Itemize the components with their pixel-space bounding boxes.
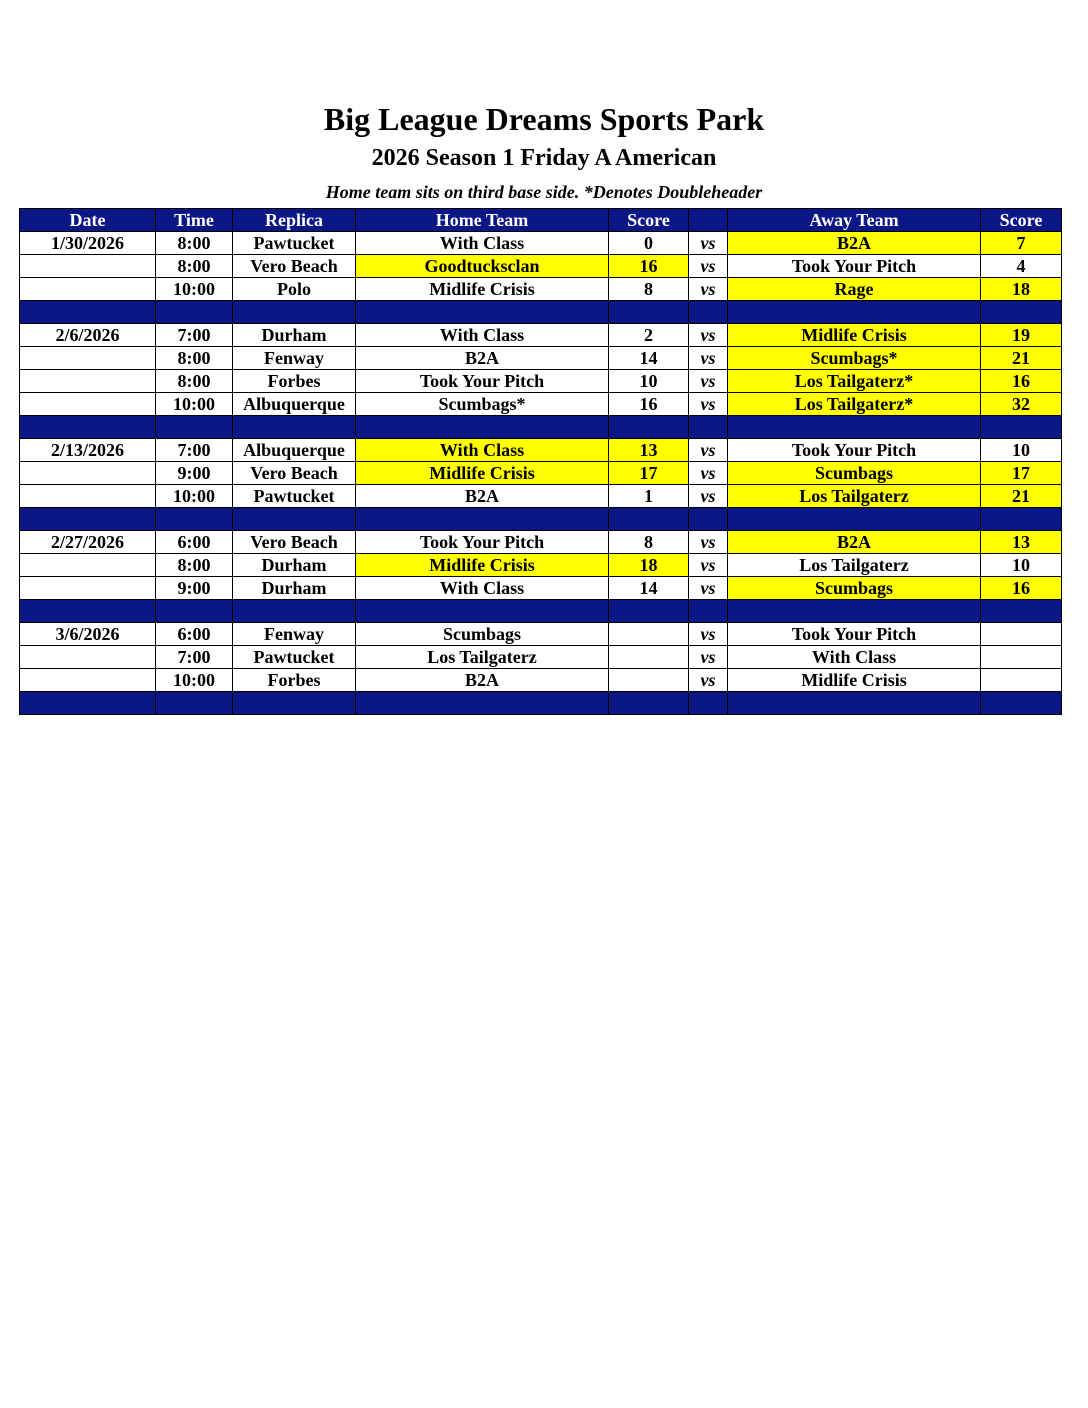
home-team: B2A bbox=[356, 347, 609, 370]
away-team: Took Your Pitch bbox=[728, 623, 981, 646]
home-team: With Class bbox=[356, 577, 609, 600]
home-team: Midlife Crisis bbox=[356, 462, 609, 485]
away-team: Took Your Pitch bbox=[728, 439, 981, 462]
header-vs bbox=[689, 209, 728, 232]
table-row bbox=[20, 232, 1062, 255]
game-date: 2/13/2026 bbox=[20, 439, 156, 462]
separator-cell bbox=[728, 416, 981, 439]
field-replica: Pawtucket bbox=[233, 232, 356, 255]
away-score: 32 bbox=[981, 393, 1062, 416]
home-team: With Class bbox=[356, 324, 609, 347]
vs-label: vs bbox=[689, 393, 728, 416]
home-score: 1 bbox=[609, 485, 689, 508]
game-time: 7:00 bbox=[156, 646, 233, 669]
game-date bbox=[20, 485, 156, 508]
field-replica: Forbes bbox=[233, 370, 356, 393]
game-time: 8:00 bbox=[156, 554, 233, 577]
separator-cell bbox=[689, 508, 728, 531]
table-row bbox=[20, 485, 1062, 508]
separator-cell bbox=[233, 301, 356, 324]
game-date bbox=[20, 577, 156, 600]
away-score: 10 bbox=[981, 439, 1062, 462]
page-subtitle: 2026 Season 1 Friday A American bbox=[371, 145, 717, 171]
game-date: 3/6/2026 bbox=[20, 623, 156, 646]
home-team: Midlife Crisis bbox=[356, 554, 609, 577]
table-row bbox=[20, 462, 1062, 485]
home-team: B2A bbox=[356, 669, 609, 692]
game-date bbox=[20, 462, 156, 485]
vs-label: vs bbox=[689, 347, 728, 370]
home-team: Goodtucksclan bbox=[356, 255, 609, 278]
game-time: 10:00 bbox=[156, 669, 233, 692]
home-score: 13 bbox=[609, 439, 689, 462]
separator-row bbox=[20, 301, 1062, 324]
away-team: Los Tailgaterz* bbox=[728, 370, 981, 393]
separator-cell bbox=[609, 692, 689, 715]
table-row bbox=[20, 669, 1062, 692]
game-date bbox=[20, 347, 156, 370]
separator-cell bbox=[156, 508, 233, 531]
game-time: 8:00 bbox=[156, 347, 233, 370]
separator-cell bbox=[728, 692, 981, 715]
away-score: 16 bbox=[981, 370, 1062, 393]
away-score bbox=[981, 646, 1062, 669]
game-time: 8:00 bbox=[156, 370, 233, 393]
vs-label: vs bbox=[689, 278, 728, 301]
field-replica: Fenway bbox=[233, 623, 356, 646]
away-team: Los Tailgaterz bbox=[728, 485, 981, 508]
header-date: Date bbox=[20, 209, 156, 232]
game-time: 10:00 bbox=[156, 278, 233, 301]
home-score: 16 bbox=[609, 255, 689, 278]
table-row bbox=[20, 255, 1062, 278]
table-row bbox=[20, 393, 1062, 416]
field-replica: Vero Beach bbox=[233, 255, 356, 278]
separator-cell bbox=[356, 600, 609, 623]
away-score: 21 bbox=[981, 485, 1062, 508]
separator-cell bbox=[689, 692, 728, 715]
header-home-team: Home Team bbox=[356, 209, 609, 232]
home-score bbox=[609, 669, 689, 692]
field-replica: Durham bbox=[233, 324, 356, 347]
separator-cell bbox=[609, 416, 689, 439]
table-row bbox=[20, 370, 1062, 393]
table-row bbox=[20, 347, 1062, 370]
separator-cell bbox=[356, 508, 609, 531]
home-score: 8 bbox=[609, 531, 689, 554]
game-time: 8:00 bbox=[156, 232, 233, 255]
home-score: 0 bbox=[609, 232, 689, 255]
home-score: 10 bbox=[609, 370, 689, 393]
vs-label: vs bbox=[689, 531, 728, 554]
vs-label: vs bbox=[689, 669, 728, 692]
separator-cell bbox=[233, 692, 356, 715]
home-team: Took Your Pitch bbox=[356, 531, 609, 554]
header-away-team: Away Team bbox=[728, 209, 981, 232]
home-score: 8 bbox=[609, 278, 689, 301]
game-date: 2/27/2026 bbox=[20, 531, 156, 554]
separator-cell bbox=[981, 600, 1062, 623]
vs-label: vs bbox=[689, 439, 728, 462]
vs-label: vs bbox=[689, 577, 728, 600]
away-team: B2A bbox=[728, 531, 981, 554]
table-row bbox=[20, 577, 1062, 600]
game-date: 1/30/2026 bbox=[20, 232, 156, 255]
game-time: 9:00 bbox=[156, 462, 233, 485]
home-team: Scumbags* bbox=[356, 393, 609, 416]
game-date bbox=[20, 646, 156, 669]
separator-cell bbox=[728, 600, 981, 623]
separator-cell bbox=[233, 416, 356, 439]
separator-cell bbox=[20, 508, 156, 531]
game-date: 2/6/2026 bbox=[20, 324, 156, 347]
separator-cell bbox=[20, 600, 156, 623]
separator-cell bbox=[233, 508, 356, 531]
away-score bbox=[981, 669, 1062, 692]
game-date bbox=[20, 669, 156, 692]
home-team: Midlife Crisis bbox=[356, 278, 609, 301]
separator-cell bbox=[609, 600, 689, 623]
table-row bbox=[20, 439, 1062, 462]
separator-row bbox=[20, 508, 1062, 531]
table-row bbox=[20, 554, 1062, 577]
table-row bbox=[20, 531, 1062, 554]
away-team: Scumbags bbox=[728, 462, 981, 485]
game-time: 9:00 bbox=[156, 577, 233, 600]
separator-cell bbox=[728, 301, 981, 324]
table-row bbox=[20, 646, 1062, 669]
table-row bbox=[20, 278, 1062, 301]
separator-cell bbox=[356, 416, 609, 439]
separator-cell bbox=[981, 692, 1062, 715]
home-team: B2A bbox=[356, 485, 609, 508]
away-team: Scumbags bbox=[728, 577, 981, 600]
away-team: B2A bbox=[728, 232, 981, 255]
header-away-score: Score bbox=[981, 209, 1062, 232]
table-row bbox=[20, 324, 1062, 347]
separator-cell bbox=[356, 692, 609, 715]
away-score: 10 bbox=[981, 554, 1062, 577]
away-score: 19 bbox=[981, 324, 1062, 347]
game-time: 8:00 bbox=[156, 255, 233, 278]
home-score: 14 bbox=[609, 347, 689, 370]
field-replica: Vero Beach bbox=[233, 462, 356, 485]
separator-cell bbox=[689, 416, 728, 439]
vs-label: vs bbox=[689, 324, 728, 347]
separator-cell bbox=[156, 600, 233, 623]
table-row bbox=[20, 623, 1062, 646]
home-team: With Class bbox=[356, 439, 609, 462]
separator-cell bbox=[20, 692, 156, 715]
separator-cell bbox=[20, 416, 156, 439]
away-team: Midlife Crisis bbox=[728, 324, 981, 347]
game-time: 6:00 bbox=[156, 531, 233, 554]
separator-cell bbox=[728, 508, 981, 531]
separator-row bbox=[20, 600, 1062, 623]
schedule-table bbox=[19, 208, 1062, 715]
away-score: 16 bbox=[981, 577, 1062, 600]
schedule-note: Home team sits on third base side. *Denotes Doubleheader bbox=[325, 182, 763, 202]
separator-cell bbox=[156, 692, 233, 715]
vs-label: vs bbox=[689, 554, 728, 577]
away-team: Los Tailgaterz* bbox=[728, 393, 981, 416]
header-time: Time bbox=[156, 209, 233, 232]
field-replica: Vero Beach bbox=[233, 531, 356, 554]
vs-label: vs bbox=[689, 255, 728, 278]
home-score: 14 bbox=[609, 577, 689, 600]
separator-cell bbox=[156, 301, 233, 324]
game-time: 7:00 bbox=[156, 324, 233, 347]
separator-cell bbox=[233, 600, 356, 623]
away-team: Took Your Pitch bbox=[728, 255, 981, 278]
separator-cell bbox=[981, 508, 1062, 531]
game-time: 6:00 bbox=[156, 623, 233, 646]
game-time: 7:00 bbox=[156, 439, 233, 462]
field-replica: Albuquerque bbox=[233, 393, 356, 416]
separator-row bbox=[20, 692, 1062, 715]
game-time: 10:00 bbox=[156, 485, 233, 508]
home-score: 17 bbox=[609, 462, 689, 485]
game-time: 10:00 bbox=[156, 393, 233, 416]
header-replica: Replica bbox=[233, 209, 356, 232]
field-replica: Albuquerque bbox=[233, 439, 356, 462]
field-replica: Polo bbox=[233, 278, 356, 301]
separator-cell bbox=[689, 301, 728, 324]
separator-cell bbox=[609, 301, 689, 324]
away-score: 17 bbox=[981, 462, 1062, 485]
away-team: Rage bbox=[728, 278, 981, 301]
vs-label: vs bbox=[689, 485, 728, 508]
separator-row bbox=[20, 416, 1062, 439]
away-team: Midlife Crisis bbox=[728, 669, 981, 692]
vs-label: vs bbox=[689, 462, 728, 485]
field-replica: Pawtucket bbox=[233, 646, 356, 669]
home-team: Scumbags bbox=[356, 623, 609, 646]
home-score bbox=[609, 623, 689, 646]
field-replica: Fenway bbox=[233, 347, 356, 370]
away-score bbox=[981, 623, 1062, 646]
page-title: Big League Dreams Sports Park bbox=[323, 101, 765, 137]
separator-cell bbox=[609, 508, 689, 531]
separator-cell bbox=[156, 416, 233, 439]
home-team: Los Tailgaterz bbox=[356, 646, 609, 669]
separator-cell bbox=[20, 301, 156, 324]
away-team: Scumbags* bbox=[728, 347, 981, 370]
field-replica: Durham bbox=[233, 577, 356, 600]
home-score: 16 bbox=[609, 393, 689, 416]
vs-label: vs bbox=[689, 232, 728, 255]
table-header-row bbox=[20, 209, 1062, 232]
away-score: 21 bbox=[981, 347, 1062, 370]
separator-cell bbox=[981, 301, 1062, 324]
header-home-score: Score bbox=[609, 209, 689, 232]
separator-cell bbox=[356, 301, 609, 324]
game-date bbox=[20, 278, 156, 301]
vs-label: vs bbox=[689, 646, 728, 669]
field-replica: Forbes bbox=[233, 669, 356, 692]
separator-cell bbox=[981, 416, 1062, 439]
vs-label: vs bbox=[689, 623, 728, 646]
away-score: 18 bbox=[981, 278, 1062, 301]
game-date bbox=[20, 393, 156, 416]
game-date bbox=[20, 554, 156, 577]
home-score: 2 bbox=[609, 324, 689, 347]
home-score bbox=[609, 646, 689, 669]
field-replica: Durham bbox=[233, 554, 356, 577]
vs-label: vs bbox=[689, 370, 728, 393]
home-team: With Class bbox=[356, 232, 609, 255]
away-score: 7 bbox=[981, 232, 1062, 255]
away-team: With Class bbox=[728, 646, 981, 669]
game-date bbox=[20, 370, 156, 393]
field-replica: Pawtucket bbox=[233, 485, 356, 508]
home-score: 18 bbox=[609, 554, 689, 577]
away-team: Los Tailgaterz bbox=[728, 554, 981, 577]
away-score: 13 bbox=[981, 531, 1062, 554]
game-date bbox=[20, 255, 156, 278]
schedule-body bbox=[20, 232, 1062, 715]
separator-cell bbox=[689, 600, 728, 623]
away-score: 4 bbox=[981, 255, 1062, 278]
home-team: Took Your Pitch bbox=[356, 370, 609, 393]
